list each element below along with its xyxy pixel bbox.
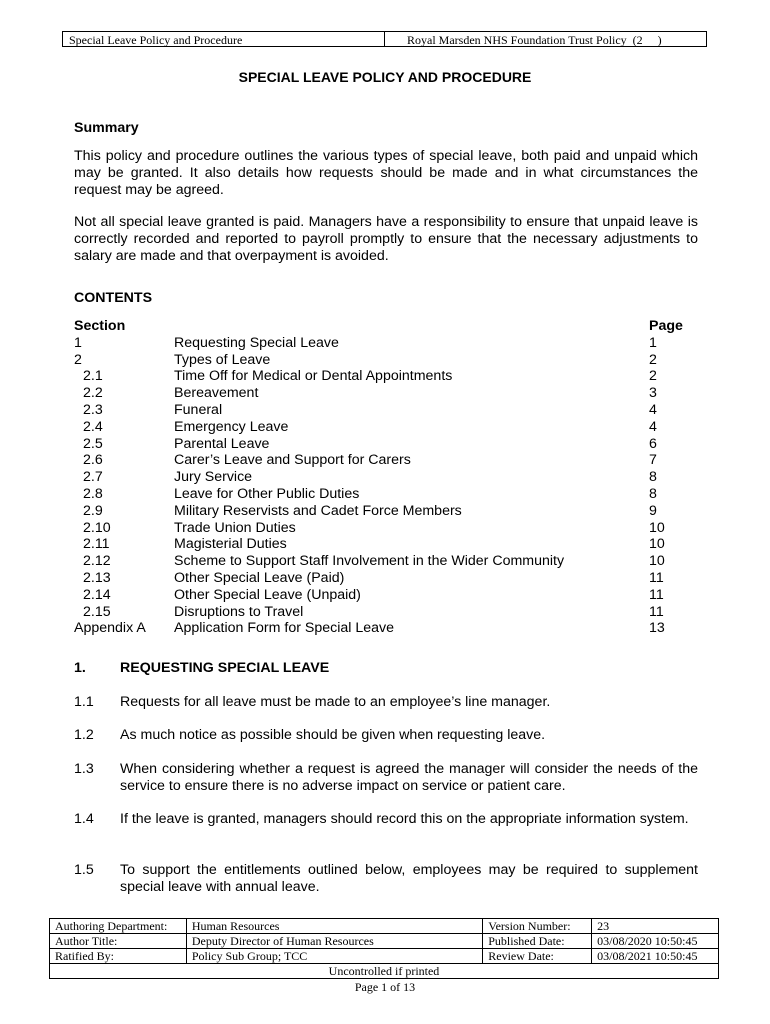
toc-page-number: 2 (649, 351, 657, 368)
toc-row (74, 436, 698, 453)
toc-page-number: 4 (649, 418, 657, 435)
summary-paragraph-1: This policy and procedure outlines the various types of special leave, both paid and unpaid which may be granted. It also details how requests should be made and in what circumstances the request may be agreed. (74, 148, 698, 198)
toc-section-title: Magisterial Duties (174, 536, 287, 553)
toc-row (74, 620, 698, 637)
toc-row (74, 520, 698, 537)
paragraph-1-3 (74, 761, 698, 795)
summary-heading: Summary (74, 120, 139, 136)
toc-section-title: Trade Union Duties (174, 519, 296, 536)
toc-section-title: Application Form for Special Leave (174, 620, 395, 637)
toc-section-number: 2.3 (83, 401, 103, 418)
header-trust-policy: Royal Marsden NHS Foundation Trust Policy (2 ) (407, 33, 662, 47)
toc-section-number: 2 (74, 351, 82, 368)
paragraph-1-4 (74, 811, 698, 828)
paragraph-number: 1.3 (74, 761, 94, 777)
authoring-department-label: Authoring Department: (50, 919, 187, 934)
authoring-department-value: Human Resources (186, 919, 482, 934)
toc-section-number: 2.8 (83, 485, 103, 502)
author-title-label: Author Title: (50, 934, 187, 949)
version-number-label: Version Number: (483, 919, 592, 934)
toc-section-title: Leave for Other Public Duties (174, 485, 360, 502)
toc-section-number: 2.15 (83, 603, 111, 620)
toc-section-title: Bereavement (174, 385, 259, 402)
toc-section-number: 2.1 (83, 368, 103, 385)
toc-page-number: 11 (649, 569, 664, 586)
toc-section-header: Section (74, 318, 126, 334)
toc-row (74, 469, 698, 486)
toc-section-title: Funeral (174, 401, 223, 418)
paragraph-1-5 (74, 862, 698, 896)
toc-section-number: 2.13 (83, 569, 111, 586)
uncontrolled-notice: Uncontrolled if printed (50, 964, 719, 979)
review-date-value: 03/08/2021 10:50:45 (592, 949, 719, 964)
toc-page-number: 11 (649, 586, 664, 603)
toc-row (74, 604, 698, 621)
toc-row (74, 452, 698, 469)
toc-section-number: 2.10 (83, 519, 111, 536)
toc-section-title: Scheme to Support Staff Involvement in the Wider Community (174, 553, 565, 570)
toc-section-title: Types of Leave (174, 351, 271, 368)
toc-row (74, 335, 698, 352)
toc-section-title: Other Special Leave (Unpaid) (174, 586, 361, 603)
toc-page-number: 4 (649, 401, 657, 418)
page-number: Page 1 of 13 (354, 980, 416, 994)
published-date-value: 03/08/2020 10:50:45 (592, 934, 719, 949)
published-date-label: Published Date: (483, 934, 592, 949)
toc-section-number: 2.5 (83, 435, 103, 452)
toc-page-number: 11 (649, 603, 664, 620)
toc-page-number: 10 (649, 553, 665, 570)
toc-row (74, 402, 698, 419)
ratified-by-value: Policy Sub Group; TCC (186, 949, 482, 964)
toc-section-number: 2.7 (83, 469, 103, 486)
toc-section-number: 2.4 (83, 418, 103, 435)
ratified-by-label: Ratified By: (50, 949, 187, 964)
paragraph-text: If the leave is granted, managers should record this on the appropriate information system. (120, 811, 689, 827)
toc-row (74, 486, 698, 503)
toc-section-title: Requesting Special Leave (174, 334, 339, 351)
toc-section-number: 2.11 (83, 536, 110, 553)
toc-row (74, 503, 698, 520)
toc-page-number: 10 (649, 536, 665, 553)
toc-section-number: 2.12 (83, 553, 111, 570)
toc-page-number: 7 (649, 452, 657, 469)
paragraph-number: 1.2 (74, 727, 94, 743)
toc-section-title: Other Special Leave (Paid) (174, 569, 345, 586)
toc-section-title: Jury Service (174, 469, 253, 486)
toc-section-title: Disruptions to Travel (174, 603, 304, 620)
document-title: SPECIAL LEAVE POLICY AND PROCEDURE (238, 69, 532, 85)
paragraph-number: 1.4 (74, 811, 94, 827)
toc-page-number: 8 (649, 485, 657, 502)
toc-page-number: 6 (649, 435, 657, 452)
paragraph-1-2 (74, 727, 698, 744)
paragraph-text: As much notice as possible should be given when requesting leave. (120, 727, 546, 743)
toc-page-number: 9 (649, 502, 657, 519)
toc-section-title: Time Off for Medical or Dental Appointments (174, 368, 453, 385)
section-1-title: REQUESTING SPECIAL LEAVE (120, 660, 330, 676)
section-1-number: 1. (74, 660, 86, 676)
version-number-value: 23 (592, 919, 719, 934)
toc-page-number: 2 (649, 368, 657, 385)
review-date-label: Review Date: (483, 949, 592, 964)
toc-section-number: 2.6 (83, 452, 103, 469)
paragraph-text: To support the entitlements outlined below, employees may be required to supplement special leave with annual leave. (120, 862, 698, 895)
paragraph-1-1 (74, 694, 698, 711)
toc-header-row (74, 318, 698, 335)
toc-row (74, 419, 698, 436)
contents-heading: CONTENTS (74, 290, 153, 306)
toc-row (74, 352, 698, 369)
toc-section-number: 1 (74, 334, 82, 351)
toc-section-title: Emergency Leave (174, 418, 289, 435)
summary-paragraph-2: Not all special leave granted is paid. Managers have a responsibility to ensure that unpaid leave is correctly recorded and reported to payroll promptly to ensure that the necessary adjustments to salary are made and that overpayment is avoided. (74, 214, 698, 264)
toc-section-number: 2.2 (83, 385, 103, 402)
toc-page-header: Page (649, 318, 683, 334)
paragraph-text: Requests for all leave must be made to an employee’s line manager. (120, 694, 551, 710)
header-policy-name: Special Leave Policy and Procedure (63, 32, 385, 46)
toc-row (74, 587, 698, 604)
toc-page-number: 3 (649, 385, 657, 402)
toc-row (74, 536, 698, 553)
document-control-table (49, 918, 719, 979)
table-of-contents (74, 318, 698, 637)
author-title-value: Deputy Director of Human Resources (186, 934, 482, 949)
toc-section-title: Carer’s Leave and Support for Carers (174, 452, 411, 469)
paragraph-number: 1.1 (74, 694, 94, 710)
section-1-heading (74, 660, 698, 677)
toc-section-number: Appendix A (74, 620, 146, 637)
toc-page-number: 1 (649, 334, 657, 351)
toc-section-number: 2.9 (83, 502, 103, 519)
toc-section-number: 2.14 (83, 586, 111, 603)
toc-row (74, 368, 698, 385)
toc-section-title: Military Reservists and Cadet Force Members (174, 502, 462, 519)
paragraph-number: 1.5 (74, 862, 94, 878)
toc-page-number: 13 (649, 620, 665, 637)
toc-row (74, 570, 698, 587)
toc-row (74, 385, 698, 402)
toc-section-title: Parental Leave (174, 435, 270, 452)
document-header (62, 31, 707, 47)
paragraph-text: When considering whether a request is agreed the manager will consider the needs of the service to ensure there is no adverse impact on service or patient care. (120, 761, 698, 794)
toc-row (74, 553, 698, 570)
toc-page-number: 10 (649, 519, 665, 536)
toc-page-number: 8 (649, 469, 657, 486)
